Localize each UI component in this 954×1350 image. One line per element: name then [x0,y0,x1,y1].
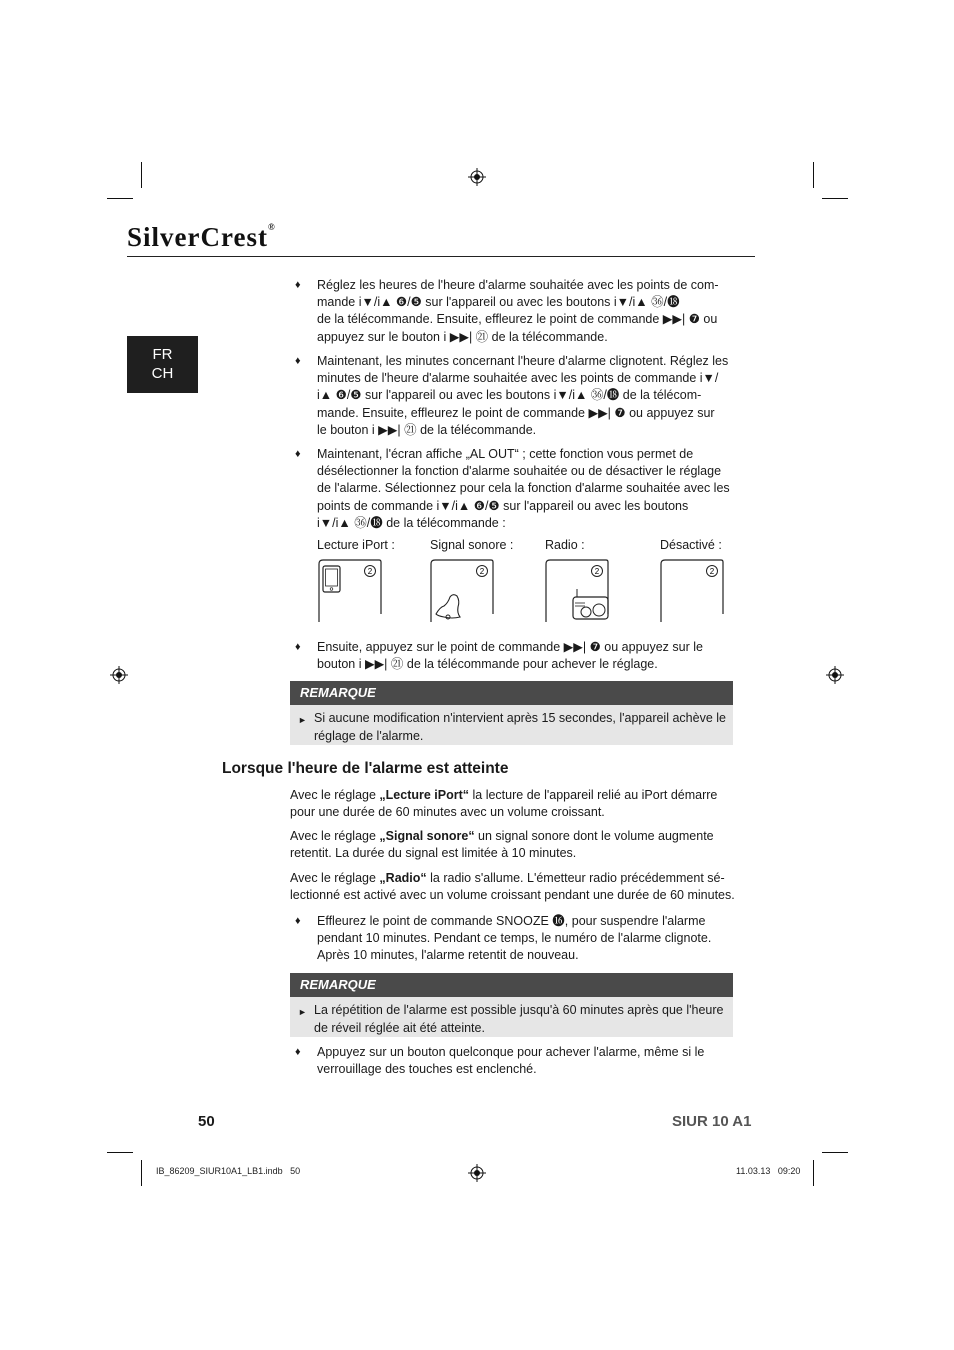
bullet-icon: ♦ [295,448,301,460]
arrow-icon: ► [298,715,307,725]
paragraph: Avec le réglage „Signal sonore“ un signal sonore dont le volume augmente retentit. La durée du signal est limitée à 10 minutes. [290,829,714,861]
registration-mark-icon [110,666,128,684]
page-number: 50 [198,1113,215,1130]
bullet-icon: ♦ [295,915,301,927]
note-title: REMARQUE [290,973,733,997]
registration-mark-icon [468,1164,486,1182]
registration-mark-icon [468,168,486,186]
display-digit: 2 [479,567,485,576]
language-tab: FR CH [127,336,198,393]
crop-mark [822,1152,848,1153]
display-digit: 2 [594,567,600,576]
arrow-icon: ► [298,1007,307,1017]
note-title: REMARQUE [290,681,733,705]
brand-logo: SilverCrest® [127,222,276,252]
display-label: Radio : [545,538,585,552]
crop-mark [813,1160,814,1186]
paragraph: Avec le réglage „Radio“ la radio s'allume. L'émetteur radio précédemment sé- lectionné est activé avec un volume croissant pendant une durée de 60 minutes. [290,871,735,903]
bullet-icon: ♦ [295,355,301,367]
bullet-icon: ♦ [295,1046,301,1058]
display-digit: 2 [367,567,373,576]
model-name: SIUR 10 A1 [672,1113,752,1130]
bullet-icon: ♦ [295,279,301,291]
display-radio-icon [545,559,609,623]
section-heading: Lorsque l'heure de l'alarme est atteinte [222,760,509,777]
header-rule [127,256,755,257]
note-body: ► Si aucune modification n'intervient après 15 secondes, l'appareil achève le réglage de l'alarme. [290,705,733,745]
note-body: ► La répétition de l'alarme est possible jusqu'à 60 minutes après que l'heure de réveil réglée ait été atteinte. [290,997,733,1037]
print-date-info: 11.03.13 09:20 [736,1166,801,1176]
display-iport-icon [318,559,382,623]
display-off-icon [660,559,724,623]
crop-mark [107,1152,133,1153]
display-label: Signal sonore : [430,538,514,552]
display-label: Lecture iPort : [317,538,395,552]
bullet-icon: ♦ [295,641,301,653]
registration-mark-icon [826,666,844,684]
display-label: Désactivé : [660,538,722,552]
crop-mark [107,198,133,199]
crop-mark [141,1160,142,1186]
display-bell-icon [430,559,494,623]
crop-mark [141,162,142,188]
display-digit: 2 [709,567,715,576]
print-file-info: IB_86209_SIUR10A1_LB1.indb 50 [156,1166,301,1176]
crop-mark [822,198,848,199]
crop-mark [813,162,814,188]
paragraph: Avec le réglage „Lecture iPort“ la lecture de l'appareil relié au iPort démarre pour une durée de 60 minutes avec un volume croissant. [290,788,718,820]
